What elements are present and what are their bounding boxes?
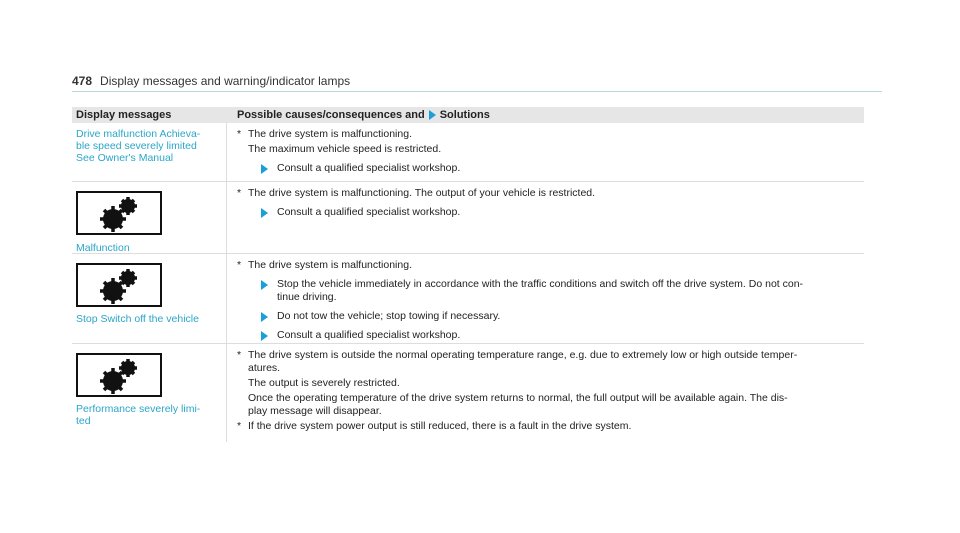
cause-cell [227,344,864,442]
table-row [72,254,864,344]
cause-item [237,187,854,200]
table-header [72,107,864,123]
cause-item [237,128,854,141]
cause-text: The drive system is malfunctioning. The output of your vehicle is restricted. [248,187,596,199]
solution-text: Consult a qualified specialist workshop. [277,206,461,218]
solution-arrow-icon [261,164,268,174]
solution-arrow-icon [261,331,268,341]
gear-icon [98,357,142,397]
solution-arrow-icon [429,110,436,120]
solution-item [237,162,854,175]
cause-cell [227,123,864,181]
message-cell [72,123,227,181]
cause-text: The drive system is outside the normal operating temperature range, e.g. due to extremely low or high outside temper- atures. [248,349,798,374]
display-message: Drive malfunction Achieva- ble speed severely limited See Owner's Manual [76,128,201,164]
cause-item [237,259,854,272]
cause-bullet: * [237,420,242,432]
message-cell [72,254,227,343]
cause-text: If the drive system power output is still reduced, there is a fault in the drive system. [248,420,632,432]
solution-text: Do not tow the vehicle; stop towing if necessary. [277,310,501,322]
solution-text: Stop the vehicle immediately in accordance with the traffic conditions and switch off the drive system. Do not con- tinue driving. [277,278,804,303]
cause-bullet: * [237,349,242,361]
solution-item [237,278,854,304]
page-number: 478 [72,74,93,88]
consequence-text: The maximum vehicle speed is restricted. [248,143,442,155]
solution-arrow-icon [261,208,268,218]
gear-warning-icon [76,191,162,235]
cause-text: The drive system is malfunctioning. [248,128,412,140]
solution-text: Consult a qualified specialist workshop. [277,329,461,341]
display-message: Performance severely limi- ted [76,403,201,427]
col-header-causes [231,107,864,123]
cause-bullet: * [237,259,242,271]
cause-cell [227,254,864,343]
table-row [72,182,864,254]
cause-bullet: * [237,128,242,140]
display-messages-table [72,107,864,442]
cause-bullet: * [237,187,242,199]
page-header-title: Display messages and warning/indicator lamps [100,74,351,88]
solution-arrow-icon [261,312,268,322]
table-row [72,344,864,442]
gear-icon [98,267,142,307]
page-header [72,74,350,88]
gear-icon [98,195,142,235]
consequence-text: Once the operating temperature of the drive system returns to normal, the full output will be available again. The dis- play message will disappear. [248,392,788,417]
col-header-solutions-text: Solutions [439,109,490,121]
solution-item [237,206,854,219]
message-cell [72,344,227,442]
solution-text: Consult a qualified specialist workshop. [277,162,461,174]
message-cell [72,182,227,253]
solution-item [237,329,854,342]
cause-text: The drive system is malfunctioning. [248,259,412,271]
gear-warning-icon [76,353,162,397]
display-message: Stop Switch off the vehicle [76,313,199,325]
solution-item [237,310,854,323]
cause-item [237,349,854,375]
cause-item [237,420,854,433]
table-row [72,123,864,182]
col-header-causes-text: Possible causes/consequences and [237,109,425,121]
gear-warning-icon [76,263,162,307]
col-header-display-messages: Display messages [76,109,172,121]
consequence-text: The output is severely restricted. [248,377,400,389]
header-divider [72,91,882,92]
cause-cell [227,182,864,253]
solution-arrow-icon [261,280,268,290]
display-message: Malfunction [76,242,130,254]
